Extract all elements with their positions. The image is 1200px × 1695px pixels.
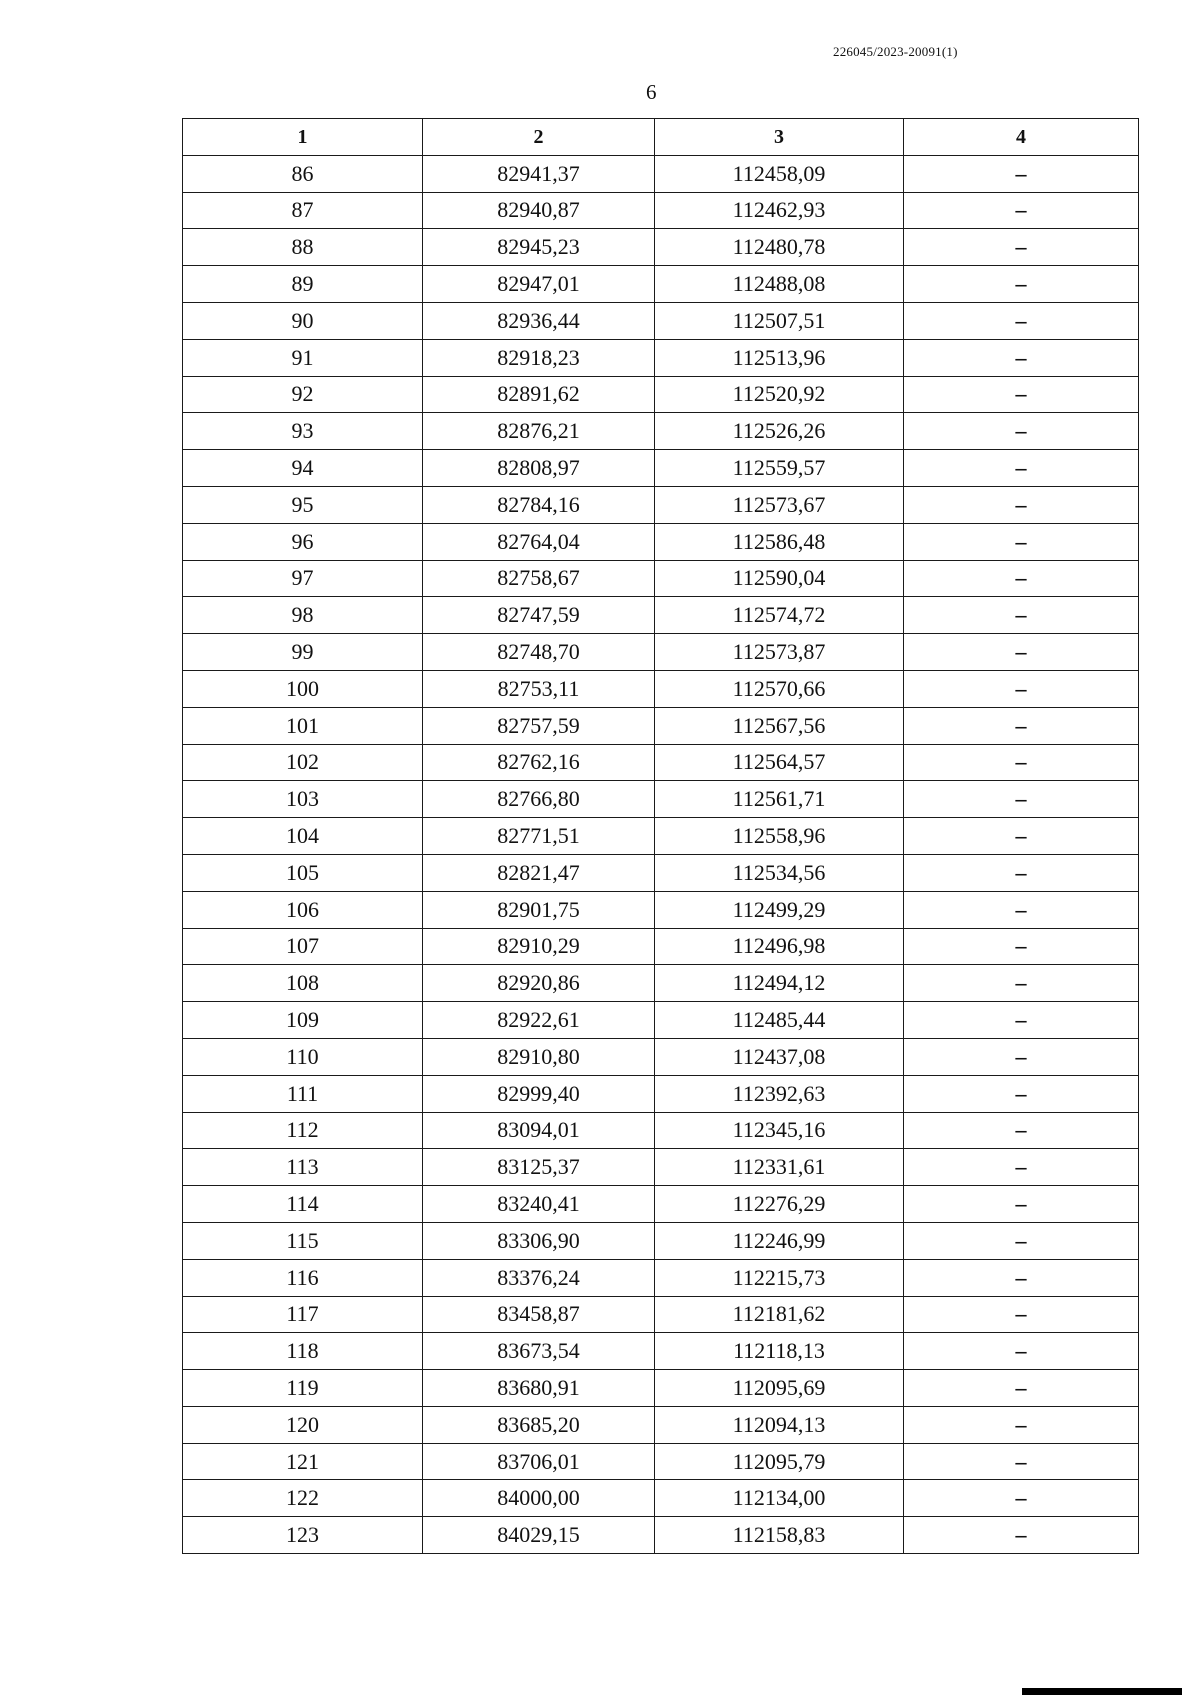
table-row — [183, 1259, 1139, 1296]
column-header-3: 3 — [655, 119, 904, 156]
y-coordinate-cell: 112480,78 — [655, 229, 904, 266]
x-coordinate-cell: 83094,01 — [423, 1112, 655, 1149]
point-number-cell: 91 — [183, 339, 423, 376]
table-row — [183, 891, 1139, 928]
y-coordinate-cell: 112559,57 — [655, 450, 904, 487]
note-cell: – — [904, 1038, 1139, 1075]
table-row — [183, 1296, 1139, 1333]
table-row — [183, 302, 1139, 339]
table-row — [183, 818, 1139, 855]
note-cell: – — [904, 1296, 1139, 1333]
point-number-cell: 115 — [183, 1222, 423, 1259]
note-cell: – — [904, 1222, 1139, 1259]
point-number-cell: 86 — [183, 155, 423, 192]
column-header-2: 2 — [423, 119, 655, 156]
table-row — [183, 1222, 1139, 1259]
point-number-cell: 116 — [183, 1259, 423, 1296]
point-number-cell: 88 — [183, 229, 423, 266]
note-cell: – — [904, 634, 1139, 671]
y-coordinate-cell: 112392,63 — [655, 1075, 904, 1112]
document-number: 226045/2023-20091(1) — [833, 44, 958, 59]
y-coordinate-cell: 112095,69 — [655, 1370, 904, 1407]
x-coordinate-cell: 83376,24 — [423, 1259, 655, 1296]
note-cell: – — [904, 965, 1139, 1002]
x-coordinate-cell: 83306,90 — [423, 1222, 655, 1259]
x-coordinate-cell: 83685,20 — [423, 1406, 655, 1443]
table-row — [183, 854, 1139, 891]
y-coordinate-cell: 112494,12 — [655, 965, 904, 1002]
table-row — [183, 634, 1139, 671]
table-row — [183, 1186, 1139, 1223]
table-row — [183, 229, 1139, 266]
table-row — [183, 1075, 1139, 1112]
y-coordinate-cell: 112590,04 — [655, 560, 904, 597]
table-row — [183, 523, 1139, 560]
point-number-cell: 104 — [183, 818, 423, 855]
point-number-cell: 101 — [183, 707, 423, 744]
note-cell: – — [904, 1480, 1139, 1517]
x-coordinate-cell: 82891,62 — [423, 376, 655, 413]
y-coordinate-cell: 112496,98 — [655, 928, 904, 965]
x-coordinate-cell: 82808,97 — [423, 450, 655, 487]
x-coordinate-cell: 82757,59 — [423, 707, 655, 744]
table-row — [183, 155, 1139, 192]
x-coordinate-cell: 82922,61 — [423, 1002, 655, 1039]
table-row — [183, 376, 1139, 413]
point-number-cell: 110 — [183, 1038, 423, 1075]
table-row — [183, 1333, 1139, 1370]
point-number-cell: 122 — [183, 1480, 423, 1517]
point-number-cell: 113 — [183, 1149, 423, 1186]
x-coordinate-cell: 82941,37 — [423, 155, 655, 192]
table-row — [183, 965, 1139, 1002]
note-cell: – — [904, 1259, 1139, 1296]
page-number: 6 — [646, 80, 657, 104]
x-coordinate-cell: 82748,70 — [423, 634, 655, 671]
y-coordinate-cell: 112534,56 — [655, 854, 904, 891]
table-row — [183, 670, 1139, 707]
x-coordinate-cell: 82764,04 — [423, 523, 655, 560]
column-header-1: 1 — [183, 119, 423, 156]
table-row — [183, 560, 1139, 597]
table-row — [183, 597, 1139, 634]
x-coordinate-cell: 82747,59 — [423, 597, 655, 634]
point-number-cell: 100 — [183, 670, 423, 707]
note-cell: – — [904, 560, 1139, 597]
x-coordinate-cell: 83240,41 — [423, 1186, 655, 1223]
note-cell: – — [904, 670, 1139, 707]
x-coordinate-cell: 83680,91 — [423, 1370, 655, 1407]
x-coordinate-cell: 82947,01 — [423, 266, 655, 303]
point-number-cell: 93 — [183, 413, 423, 450]
x-coordinate-cell: 83125,37 — [423, 1149, 655, 1186]
x-coordinate-cell: 82762,16 — [423, 744, 655, 781]
table-row — [183, 1149, 1139, 1186]
y-coordinate-cell: 112485,44 — [655, 1002, 904, 1039]
point-number-cell: 90 — [183, 302, 423, 339]
table-row — [183, 192, 1139, 229]
x-coordinate-cell: 82766,80 — [423, 781, 655, 818]
column-header-4: 4 — [904, 119, 1139, 156]
point-number-cell: 119 — [183, 1370, 423, 1407]
table-row — [183, 781, 1139, 818]
x-coordinate-cell: 82999,40 — [423, 1075, 655, 1112]
point-number-cell: 112 — [183, 1112, 423, 1149]
y-coordinate-cell: 112488,08 — [655, 266, 904, 303]
x-coordinate-cell: 83458,87 — [423, 1296, 655, 1333]
point-number-cell: 111 — [183, 1075, 423, 1112]
x-coordinate-cell: 84029,15 — [423, 1517, 655, 1554]
y-coordinate-cell: 112507,51 — [655, 302, 904, 339]
note-cell: – — [904, 1002, 1139, 1039]
point-number-cell: 99 — [183, 634, 423, 671]
note-cell: – — [904, 597, 1139, 634]
note-cell: – — [904, 413, 1139, 450]
table-header — [183, 119, 1139, 156]
y-coordinate-cell: 112458,09 — [655, 155, 904, 192]
table-row — [183, 1443, 1139, 1480]
x-coordinate-cell: 82920,86 — [423, 965, 655, 1002]
note-cell: – — [904, 891, 1139, 928]
y-coordinate-cell: 112134,00 — [655, 1480, 904, 1517]
note-cell: – — [904, 1443, 1139, 1480]
point-number-cell: 106 — [183, 891, 423, 928]
note-cell: – — [904, 155, 1139, 192]
note-cell: – — [904, 266, 1139, 303]
x-coordinate-cell: 82784,16 — [423, 486, 655, 523]
note-cell: – — [904, 376, 1139, 413]
point-number-cell: 109 — [183, 1002, 423, 1039]
y-coordinate-cell: 112331,61 — [655, 1149, 904, 1186]
note-cell: – — [904, 523, 1139, 560]
point-number-cell: 102 — [183, 744, 423, 781]
x-coordinate-cell: 82936,44 — [423, 302, 655, 339]
y-coordinate-cell: 112558,96 — [655, 818, 904, 855]
note-cell: – — [904, 1333, 1139, 1370]
note-cell: – — [904, 1112, 1139, 1149]
point-number-cell: 96 — [183, 523, 423, 560]
table-row — [183, 266, 1139, 303]
y-coordinate-cell: 112094,13 — [655, 1406, 904, 1443]
coordinates-table — [182, 118, 1139, 1554]
y-coordinate-cell: 112520,92 — [655, 376, 904, 413]
x-coordinate-cell: 82753,11 — [423, 670, 655, 707]
x-coordinate-cell: 82821,47 — [423, 854, 655, 891]
point-number-cell: 107 — [183, 928, 423, 965]
point-number-cell: 123 — [183, 1517, 423, 1554]
note-cell: – — [904, 192, 1139, 229]
table-row — [183, 1112, 1139, 1149]
point-number-cell: 105 — [183, 854, 423, 891]
point-number-cell: 98 — [183, 597, 423, 634]
point-number-cell: 118 — [183, 1333, 423, 1370]
y-coordinate-cell: 112158,83 — [655, 1517, 904, 1554]
y-coordinate-cell: 112437,08 — [655, 1038, 904, 1075]
point-number-cell: 87 — [183, 192, 423, 229]
scan-edge-mark — [1022, 1688, 1182, 1695]
note-cell: – — [904, 229, 1139, 266]
table-row — [183, 928, 1139, 965]
y-coordinate-cell: 112561,71 — [655, 781, 904, 818]
note-cell: – — [904, 818, 1139, 855]
x-coordinate-cell: 82945,23 — [423, 229, 655, 266]
table-row — [183, 339, 1139, 376]
note-cell: – — [904, 302, 1139, 339]
x-coordinate-cell: 83706,01 — [423, 1443, 655, 1480]
y-coordinate-cell: 112573,87 — [655, 634, 904, 671]
x-coordinate-cell: 82910,29 — [423, 928, 655, 965]
note-cell: – — [904, 854, 1139, 891]
y-coordinate-cell: 112181,62 — [655, 1296, 904, 1333]
note-cell: – — [904, 1370, 1139, 1407]
y-coordinate-cell: 112499,29 — [655, 891, 904, 928]
y-coordinate-cell: 112567,56 — [655, 707, 904, 744]
y-coordinate-cell: 112118,13 — [655, 1333, 904, 1370]
x-coordinate-cell: 82901,75 — [423, 891, 655, 928]
note-cell: – — [904, 707, 1139, 744]
table-row — [183, 744, 1139, 781]
y-coordinate-cell: 112246,99 — [655, 1222, 904, 1259]
x-coordinate-cell: 83673,54 — [423, 1333, 655, 1370]
y-coordinate-cell: 112276,29 — [655, 1186, 904, 1223]
x-coordinate-cell: 82918,23 — [423, 339, 655, 376]
note-cell: – — [904, 1517, 1139, 1554]
x-coordinate-cell: 82876,21 — [423, 413, 655, 450]
y-coordinate-cell: 112574,72 — [655, 597, 904, 634]
point-number-cell: 120 — [183, 1406, 423, 1443]
table-row — [183, 413, 1139, 450]
x-coordinate-cell: 84000,00 — [423, 1480, 655, 1517]
x-coordinate-cell: 82910,80 — [423, 1038, 655, 1075]
note-cell: – — [904, 928, 1139, 965]
y-coordinate-cell: 112564,57 — [655, 744, 904, 781]
point-number-cell: 114 — [183, 1186, 423, 1223]
table-row — [183, 1480, 1139, 1517]
y-coordinate-cell: 112573,67 — [655, 486, 904, 523]
note-cell: – — [904, 450, 1139, 487]
note-cell: – — [904, 781, 1139, 818]
y-coordinate-cell: 112215,73 — [655, 1259, 904, 1296]
table-row — [183, 486, 1139, 523]
x-coordinate-cell: 82771,51 — [423, 818, 655, 855]
note-cell: – — [904, 1075, 1139, 1112]
table-row — [183, 1038, 1139, 1075]
note-cell: – — [904, 339, 1139, 376]
point-number-cell: 89 — [183, 266, 423, 303]
point-number-cell: 95 — [183, 486, 423, 523]
table-row — [183, 450, 1139, 487]
note-cell: – — [904, 486, 1139, 523]
y-coordinate-cell: 112095,79 — [655, 1443, 904, 1480]
table-row — [183, 1517, 1139, 1554]
y-coordinate-cell: 112462,93 — [655, 192, 904, 229]
table-row — [183, 1370, 1139, 1407]
y-coordinate-cell: 112586,48 — [655, 523, 904, 560]
point-number-cell: 121 — [183, 1443, 423, 1480]
point-number-cell: 103 — [183, 781, 423, 818]
y-coordinate-cell: 112513,96 — [655, 339, 904, 376]
table-row — [183, 1406, 1139, 1443]
table-header-row — [183, 119, 1139, 156]
note-cell: – — [904, 1149, 1139, 1186]
y-coordinate-cell: 112345,16 — [655, 1112, 904, 1149]
point-number-cell: 108 — [183, 965, 423, 1002]
point-number-cell: 94 — [183, 450, 423, 487]
note-cell: – — [904, 1406, 1139, 1443]
point-number-cell: 97 — [183, 560, 423, 597]
note-cell: – — [904, 1186, 1139, 1223]
y-coordinate-cell: 112570,66 — [655, 670, 904, 707]
table-body — [183, 155, 1139, 1553]
y-coordinate-cell: 112526,26 — [655, 413, 904, 450]
x-coordinate-cell: 82758,67 — [423, 560, 655, 597]
x-coordinate-cell: 82940,87 — [423, 192, 655, 229]
point-number-cell: 92 — [183, 376, 423, 413]
note-cell: – — [904, 744, 1139, 781]
table-row — [183, 1002, 1139, 1039]
point-number-cell: 117 — [183, 1296, 423, 1333]
table-row — [183, 707, 1139, 744]
